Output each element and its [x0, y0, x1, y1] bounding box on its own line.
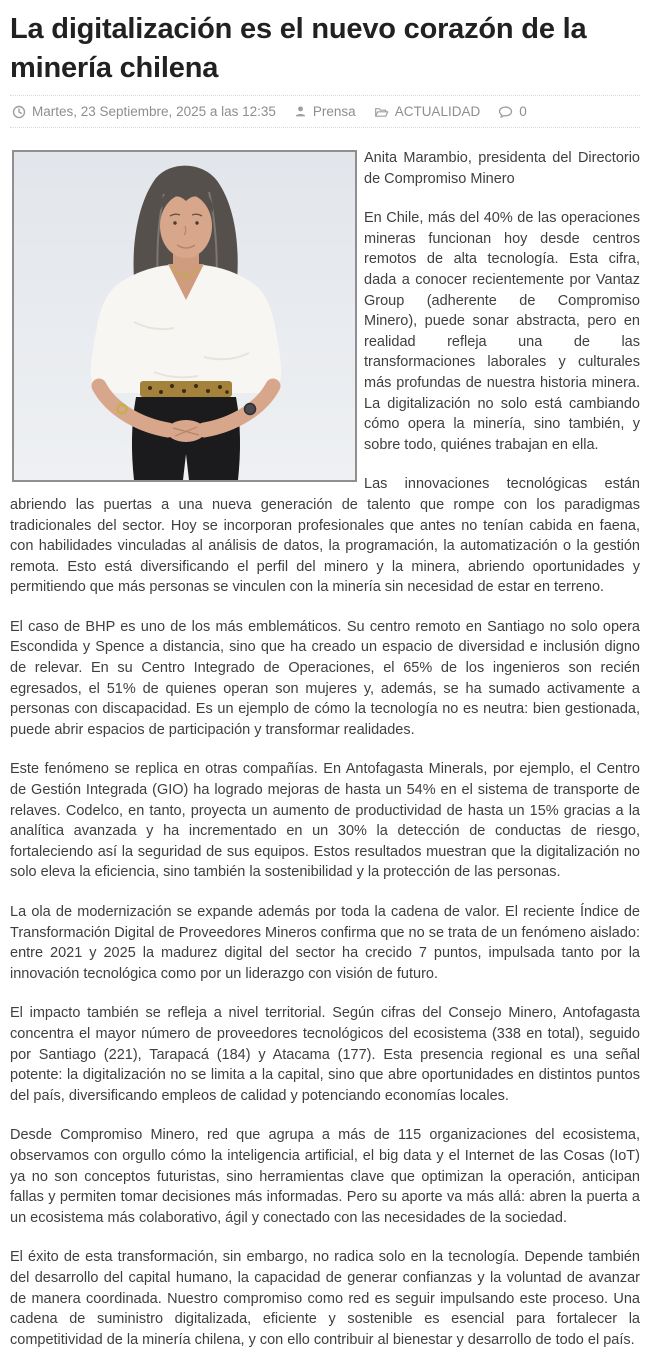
article-meta	[10, 95, 640, 128]
article-paragraph: La ola de modernización se expande además por toda la cadena de valor. El reciente Índice de Transformación Digital de Proveedores Mineros confirma que no se trata de un fenómeno aislado: entre 2021 y 2025 la madurez digital del sector ha crecido 7 puntos, impulsada tanto por la innovación tecnológica como por un liderazgo con visión de futuro.	[10, 904, 640, 982]
article-paragraph: En Chile, más del 40% de las operaciones mineras funcionan hoy desde centros remotos de alta tecnología. Esta cifra, dada a conocer recientemente por Vantaz Group (adherente de Compromiso Minero), puede sonar abstracta, pero en realidad refleja una de las transformaciones laborales y culturales más profundas de nuestra historia minera. La digitalización no solo está cambiando cómo opera la minería, sino también, y sobre todo, quiénes trabajan en ella.	[364, 210, 640, 453]
meta-date-text: Martes, 23 Septiembre, 2025 a las 12:35	[32, 104, 276, 119]
speech-bubble-icon	[498, 105, 513, 119]
article-paragraph: El éxito de esta transformación, sin embargo, no radica solo en la tecnología. Depende también del desarrollo del capital humano, la capacidad de generar confianzas y la voluntad de avanzar de manera coordinada. Nuestro compromiso como red es seguir impulsando este proceso. Una cadena de suministro digitalizada, eficiente y sostenible es esencial para fortalecer la competitividad de la minería chilena, y con ello contribuir al bienestar y desarrollo de todo el país.	[10, 1249, 640, 1348]
meta-category[interactable]	[374, 104, 481, 119]
meta-author[interactable]	[294, 104, 356, 119]
open-folder-icon	[374, 105, 389, 119]
article-paragraph: Este fenómeno se replica en otras compañías. En Antofagasta Minerals, por ejemplo, el Centro de Gestión Integrada (GIO) ha logrado mejoras de hasta un 54% en el sistema de transporte de relaves. Codelco, en tanto, proyecta un aumento de productividad de hasta un 15% gracias a la analítica avanzada y ha incrementado en un 30% la detección de conductas de riesgo, fortaleciendo así la seguridad de sus equipos. Estos resultados muestran que la digitalización no solo eleva la eficiencia, sino también la sostenibilidad y la protección de las personas.	[10, 761, 640, 881]
clock-icon	[12, 105, 26, 119]
meta-date	[12, 104, 276, 119]
meta-category-link[interactable]: ACTUALIDAD	[394, 104, 481, 119]
article-photo	[12, 150, 357, 482]
article-paragraph: Desde Compromiso Minero, red que agrupa a más de 115 organizaciones del ecosistema, observamos con orgullo cómo la inteligencia artificial, el big data y el Internet de las Cosas (IoT) ya no son conceptos futuristas, sino herramientas clave que optimizan la operación, anticipan fallas y permiten tomar decisiones más informadas. Pero su aporte va más allá: abren la puerta a un ecosistema más colaborativo, ágil y conectado con las necesidades de la sociedad.	[10, 1127, 640, 1226]
portrait-illustration	[14, 152, 355, 480]
article-paragraph: El impacto también se refleja a nivel territorial. Según cifras del Consejo Minero, Antofagasta concentra el mayor número de proveedores tecnológicos del ecosistema (338 en total), seguido por Santiago (221), Tarapacá (184) y Atacama (177). Esta presencia regional es una señal potente: la digitalización no se limita a la capital, sino que abre oportunidades en distintos puntos del país, diversificando empleos de calidad y potenciando economías locales.	[10, 1005, 640, 1104]
meta-author-link[interactable]: Prensa	[312, 104, 356, 119]
meta-comments[interactable]	[498, 104, 527, 119]
article-body	[10, 148, 640, 1350]
article-paragraph: El caso de BHP es uno de los más emblemáticos. Su centro remoto en Santiago no solo opera Escondida y Spence a distancia, sino que ha creado un espacio de diversidad e inclusión digno de relevar. En su Centro Integrado de Operaciones, el 65% de los ingenieros son recién egresados, el 51% de quienes operan son mujeres y, además, se ha sumado activamente a personas con discapacidad. Es un ejemplo de cómo la tecnología no es neutra: bien gestionada, puede abrir espacios de participación y transformar realidades.	[10, 618, 640, 738]
article-paragraph: Anita Marambio, presidenta del Directorio de Compromiso Minero	[364, 150, 640, 187]
article-page	[0, 10, 650, 1350]
user-icon	[294, 105, 307, 118]
comments-count[interactable]: 0	[519, 104, 527, 119]
page-title: La digitalización es el nuevo corazón de la minería chilena	[10, 13, 587, 84]
article-paragraph: Las innovaciones tecnológicas están abriendo las puertas a una nueva generación de talento que rompe con los paradigmas tradicionales del sector. Hoy se incorporan profesionales que antes no tenían cabida en faena, con habilidades vinculadas al análisis de datos, la programación, la automatización o la gestión remota. Esto está diversificando el perfil del minero y la minera, abriendo oportunidades y permitiendo que más personas se vinculen con la minería sin necesidad de estar en terreno.	[10, 476, 640, 596]
